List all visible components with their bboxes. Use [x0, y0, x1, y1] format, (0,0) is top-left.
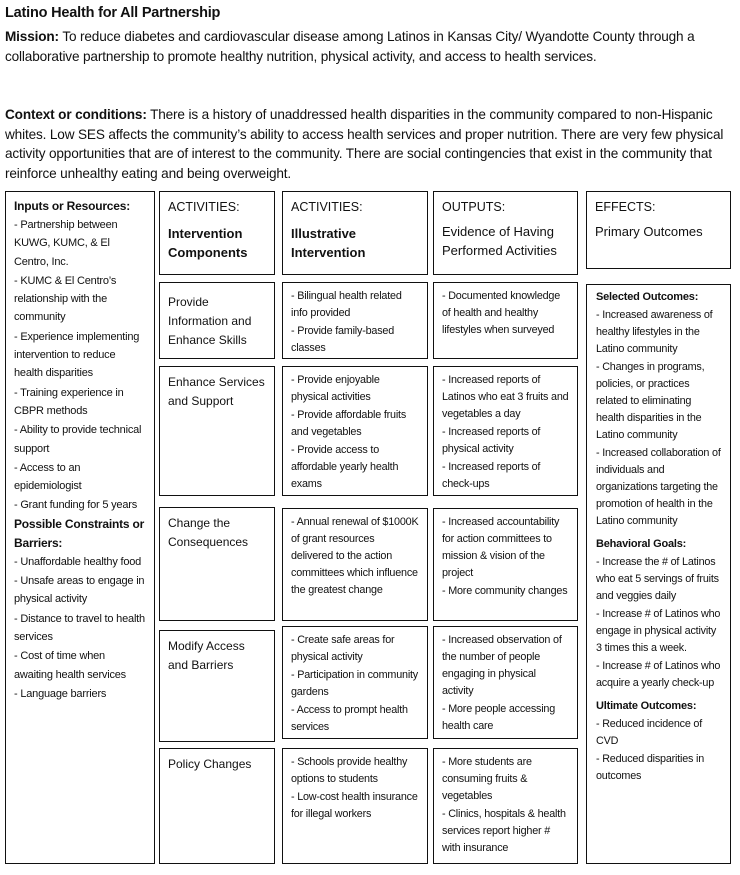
input-item: - Partnership between KUWG, KUMC, & El Centro, Inc.	[14, 219, 118, 268]
output-box	[433, 626, 578, 739]
mission-statement	[5, 27, 735, 66]
document-title: Latino Health for All Partnership	[5, 5, 221, 21]
behavioral-goal-item: - Increase the # of Latinos who eat 5 servings of fruits and veggies daily	[596, 556, 719, 602]
component-box	[159, 507, 275, 621]
component-box	[159, 282, 275, 359]
header-illustrative-intervention	[282, 191, 428, 275]
illustrative-box	[282, 748, 428, 864]
illustrative-item: - Annual renewal of $1000K of grant resources delivered to the action committees which influence the greatest change	[291, 516, 419, 596]
output-item: - Increased reports of physical activity	[442, 426, 541, 455]
inputs-box	[5, 191, 155, 864]
selected-outcome-item: - Increased awareness of healthy lifestyles in the Latino community	[596, 309, 713, 355]
component-box	[159, 630, 275, 742]
header-sub: Primary Outcomes	[595, 224, 703, 239]
constraint-item: - Unsafe areas to engage in physical activity	[14, 575, 145, 606]
illustrative-item: - Create safe areas for physical activity	[291, 634, 395, 663]
ultimate-outcome-item: - Reduced disparities in outcomes	[596, 753, 705, 782]
illustrative-item: - Schools provide healthy options to students	[291, 756, 408, 785]
constraint-item: - Unaffordable healthy food	[14, 555, 142, 568]
header-label: EFFECTS:	[595, 200, 656, 214]
output-item: - More community changes	[442, 585, 568, 597]
constraint-item: - Distance to travel to health services	[14, 612, 145, 643]
output-box	[433, 508, 578, 621]
output-box	[433, 366, 578, 496]
header-label: OUTPUTS:	[442, 200, 506, 214]
behavioral-goals-heading: Behavioral Goals:	[596, 538, 687, 550]
behavioral-goal-item: - Increase # of Latinos who acquire a yearly check-up	[596, 660, 721, 689]
component-label: Policy Changes	[168, 757, 252, 771]
illustrative-item: - Provide affordable fruits and vegetables	[291, 409, 407, 438]
illustrative-box	[282, 282, 428, 359]
output-box	[433, 748, 578, 864]
output-item: - Increased reports of Latinos who eat 3 fruits and vegetables a day	[442, 374, 569, 420]
header-sub: Evidence of Having Performed Activities	[442, 224, 557, 258]
mission-text: To reduce diabetes and cardiovascular disease among Latinos in Kansas City/ Wyandotte County through a collaborative partnership to promote healthy nutrition, physical activity, and access to health services.	[5, 29, 695, 64]
component-box	[159, 748, 275, 864]
input-item: - Training experience in CBPR methods	[14, 386, 124, 417]
header-label: ACTIVITIES:	[291, 200, 363, 214]
illustrative-item: - Bilingual health related info provided	[291, 290, 402, 319]
selected-outcomes-heading: Selected Outcomes:	[596, 291, 699, 303]
header-sub: Intervention Components	[168, 226, 248, 260]
context-statement	[5, 105, 735, 183]
inputs-heading: Inputs or Resources:	[14, 199, 131, 213]
component-label: Enhance Services and Support	[168, 375, 265, 408]
component-label: Change the Consequences	[168, 516, 249, 549]
illustrative-box	[282, 626, 428, 739]
output-item: - Increased reports of check-ups	[442, 461, 541, 490]
output-item: - Increased observation of the number of people engaging in physical activity	[442, 634, 562, 697]
illustrative-item: - Access to prompt health services	[291, 704, 408, 733]
header-intervention-components	[159, 191, 275, 275]
constraint-item: - Language barriers	[14, 687, 107, 700]
mission-label: Mission:	[5, 29, 59, 44]
context-text: There is a history of unaddressed health disparities in the community compared to non-Hispanic whites. Low SES affects the community’s ability to access health services and proper nutrition. There are very few physical activity opportunities that are of interest to the community. There are social contingencies that exist in the community that reinforce unhealthy eating and being overweight.	[5, 107, 724, 181]
constraints-heading: Possible Constraints or Barriers:	[14, 516, 145, 550]
context-label: Context or conditions:	[5, 107, 147, 122]
output-box	[433, 282, 578, 359]
selected-outcome-item: - Changes in programs, policies, or practices related to eliminating health disparities in the Latino community	[596, 361, 705, 441]
component-label: Modify Access and Barriers	[168, 639, 245, 672]
output-item: - More people accessing health care	[442, 703, 556, 732]
ultimate-outcome-item: - Reduced incidence of CVD	[596, 718, 703, 747]
output-item: - More students are consuming fruits & vegetables	[442, 756, 532, 802]
illustrative-box	[282, 508, 428, 621]
illustrative-item: - Low-cost health insurance for illegal workers	[291, 791, 418, 820]
input-item: - Ability to provide technical support	[14, 424, 142, 455]
illustrative-item: - Provide enjoyable physical activities	[291, 374, 380, 403]
component-box	[159, 366, 275, 496]
illustrative-box	[282, 366, 428, 496]
output-item: - Increased accountability for action committees to mission & vision of the project	[442, 516, 560, 579]
effects-box	[586, 284, 731, 864]
input-item: - Experience implementing intervention to reduce health disparities	[14, 330, 140, 380]
ultimate-outcomes-heading: Ultimate Outcomes:	[596, 700, 697, 712]
component-label: Provide Information and Enhance Skills	[168, 295, 252, 347]
selected-outcome-item: - Increased collaboration of individuals and organizations targeting the promotion of health in the Latino community	[596, 447, 721, 527]
header-outputs	[433, 191, 578, 275]
header-sub: Illustrative Intervention	[291, 226, 366, 260]
behavioral-goal-item: - Increase # of Latinos who engage in physical activity 3 times this a week.	[596, 608, 721, 654]
header-effects	[586, 191, 731, 269]
illustrative-item: - Provide family-based classes	[291, 325, 395, 354]
illustrative-item: - Provide access to affordable yearly health exams	[291, 444, 399, 490]
illustrative-item: - Participation in community gardens	[291, 669, 419, 698]
input-item: - Access to an epidemiologist	[14, 461, 82, 493]
input-item: - KUMC & El Centro’s relationship with the community	[14, 274, 117, 324]
input-item: - Grant funding for 5 years	[14, 499, 137, 512]
constraint-item: - Cost of time when awaiting health services	[14, 650, 126, 681]
output-item: - Documented knowledge of health and healthy lifestyles when surveyed	[442, 290, 561, 336]
header-label: ACTIVITIES:	[168, 200, 240, 214]
output-item: - Clinics, hospitals & health services report higher # with insurance	[442, 808, 566, 854]
